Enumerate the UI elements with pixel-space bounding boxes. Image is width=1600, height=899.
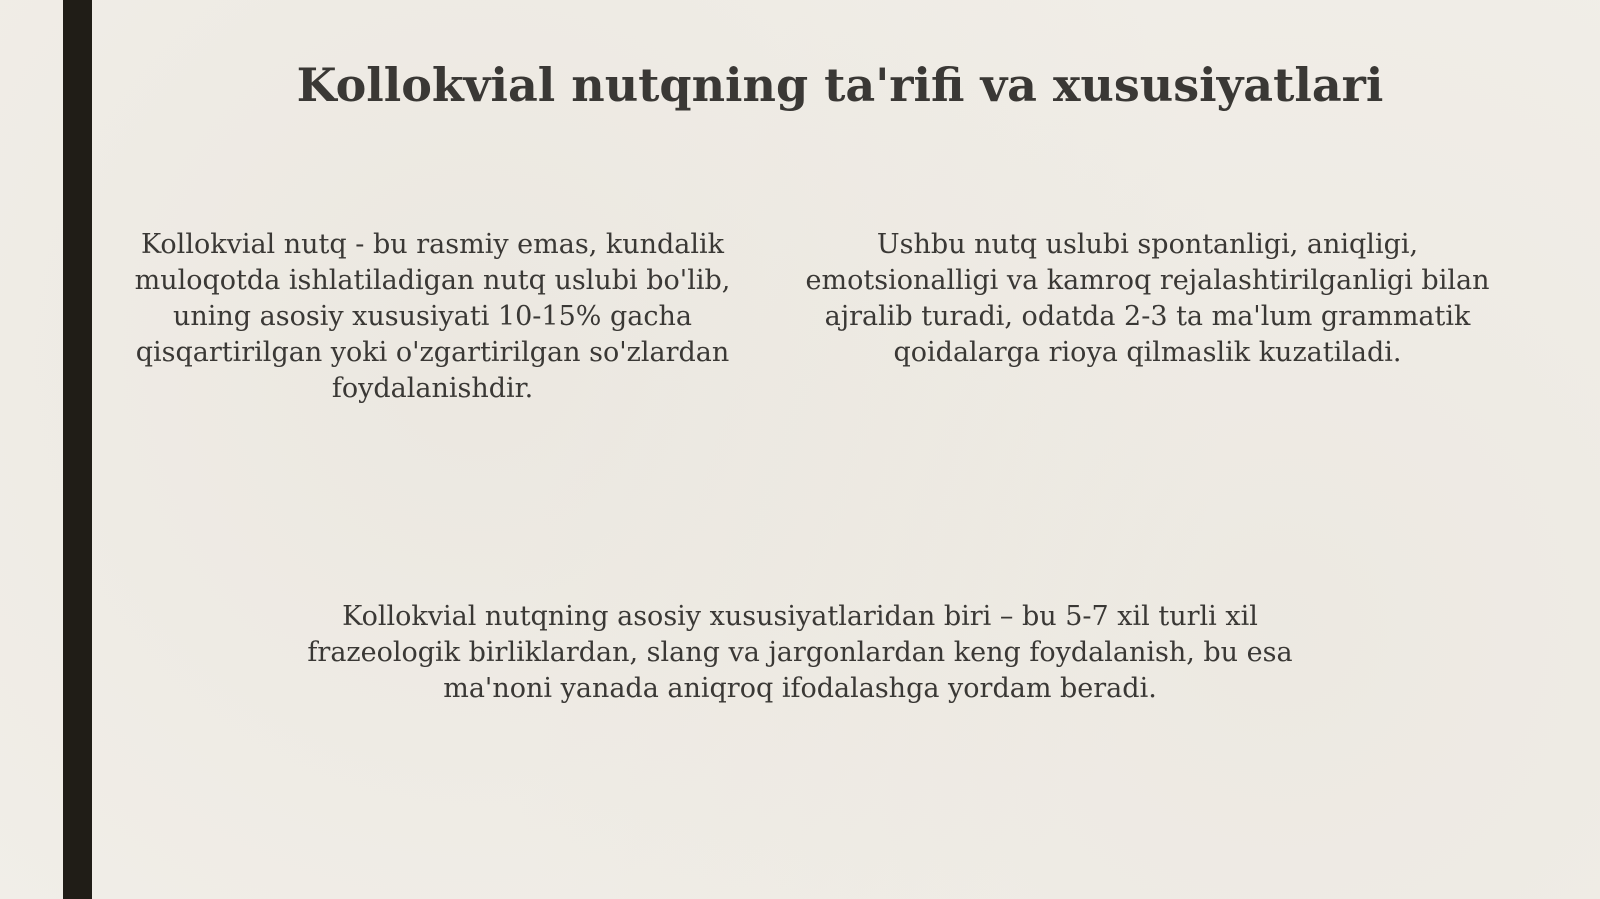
slide-title: Kollokvial nutqning ta'rifi va xususiyatlari (296, 58, 1384, 112)
accent-bar (63, 0, 92, 899)
paragraph-phraseology: Kollokvial nutqning asosiy xususiyatlaridan biri – bu 5-7 xil turli xil frazeologik birliklardan, slang va jargonlardan keng foydalanish, bu esa ma'noni yanada aniqroq ifodalashga yordam beradi. (307, 601, 1293, 704)
paragraph-characteristics: Ushbu nutq uslubi spontanligi, aniqligi, emotsionalligi va kamroq rejalashtirilganligi bilan ajralib turadi, odatda 2-3 ta ma'lum grammatik qoidalarga rioya qilmaslik kuzatiladi. (805, 229, 1490, 368)
paragraph-definition: Kollokvial nutq - bu rasmiy emas, kundalik muloqotda ishlatiladigan nutq uslubi bo'lib, uning asosiy xususiyati 10-15% gacha qisqartirilgan yoki o'zgartirilgan so'zlardan foydalanishdir. (134, 229, 731, 404)
